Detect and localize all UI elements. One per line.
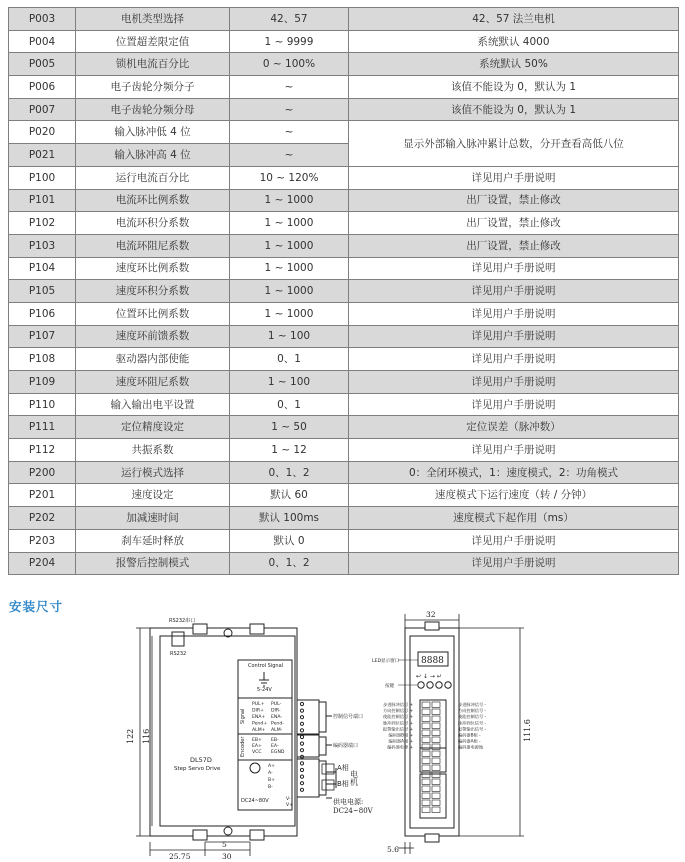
cell-code: P201 <box>9 484 76 507</box>
cell-desc: 速度模式下起作用（ms） <box>349 507 679 530</box>
cell-range: 1 ~ 100 <box>230 371 349 394</box>
cell-desc: 系统默认 4000 <box>349 30 679 53</box>
rs232-label: RS232 <box>170 651 187 657</box>
cell-name: 共振系数 <box>76 439 230 462</box>
cell-code: P204 <box>9 552 76 575</box>
cell-code: P100 <box>9 166 76 189</box>
pin-label: 步进脉冲信号 - <box>458 702 486 707</box>
pin-label: DIR- <box>271 708 281 714</box>
pin-label: 编码器电源 + <box>387 744 413 750</box>
cell-code: P106 <box>9 302 76 325</box>
pin-label: 脉冲到位信号 - <box>458 720 486 726</box>
mount-notch-top-right <box>250 624 264 634</box>
pin-label: Pend+ <box>252 721 268 727</box>
pin-label: PUL- <box>271 702 282 707</box>
section-title: 安装尺寸 <box>9 599 64 614</box>
dim-width-left: 25.75 <box>169 852 191 861</box>
cell-name: 电机类型选择 <box>76 8 230 31</box>
dim-width-small: 5 <box>222 840 227 849</box>
pin-label: VCC <box>252 750 262 755</box>
key-symbols: ↩ ↓ → ↵ <box>416 673 442 680</box>
cell-range: 1 ~ 9999 <box>230 30 349 53</box>
side-labels-right <box>458 701 486 751</box>
cell-name: 运行模式选择 <box>76 461 230 484</box>
callout-encoder: 编码器端口 <box>333 743 359 749</box>
pin-label: ALM- <box>271 728 283 733</box>
cell-desc: 详见用户手册说明 <box>349 529 679 552</box>
dim-height-outer: 122 <box>126 728 135 744</box>
cell-range: ~ <box>230 76 349 99</box>
cell-name: 电流环阻尼系数 <box>76 234 230 257</box>
cell-range: 10 ~ 120% <box>230 166 349 189</box>
pin-label: B+ <box>268 778 276 783</box>
cell-code: P108 <box>9 348 76 371</box>
mount-notch-top-left <box>193 624 207 634</box>
side-dim-top: 32 <box>426 610 436 619</box>
supply-value: DC24~80V <box>333 807 373 815</box>
cell-code: P109 <box>9 371 76 394</box>
dim-width-mid: 30 <box>222 852 232 861</box>
cell-code: P112 <box>9 439 76 462</box>
cell-desc: 0：全闭环模式，1：速度模式，2：功角模式 <box>349 461 679 484</box>
cell-range: 默认 60 <box>230 484 349 507</box>
model-label: DL57D <box>190 756 212 764</box>
pin-label: EB+ <box>252 738 262 743</box>
cell-desc: 系统默认 50% <box>349 53 679 76</box>
supply-label: 供电电源: <box>333 798 364 806</box>
cell-range: 1 ~ 50 <box>230 416 349 439</box>
cell-range: 1 ~ 1000 <box>230 234 349 257</box>
cell-desc: 定位误差（脉冲数） <box>349 416 679 439</box>
cell-code: P007 <box>9 98 76 121</box>
cell-name: 输入输出电平设置 <box>76 393 230 416</box>
pin-label: A- <box>268 771 273 776</box>
motor-label: 电机 <box>349 770 359 786</box>
cell-name: 加减速时间 <box>76 507 230 530</box>
side-connector-power <box>420 774 446 818</box>
cell-name: 电流环比例系数 <box>76 189 230 212</box>
pin-label: 编码器A相 - <box>458 738 481 744</box>
cell-range: 1 ~ 100 <box>230 325 349 348</box>
cell-name: 驱动器内部使能 <box>76 348 230 371</box>
cell-range: 1 ~ 1000 <box>230 212 349 235</box>
cell-name: 运行电流百分比 <box>76 166 230 189</box>
cell-desc: 详见用户手册说明 <box>349 439 679 462</box>
rs232-top-label: RS232串口 <box>169 618 196 624</box>
cell-code: P101 <box>9 189 76 212</box>
cell-range: 1 ~ 1000 <box>230 189 349 212</box>
cell-code: P105 <box>9 280 76 303</box>
cell-range: ~ <box>230 98 349 121</box>
cell-code: P203 <box>9 529 76 552</box>
cell-name: 电流环积分系数 <box>76 212 230 235</box>
cell-name: 电子齿轮分频分母 <box>76 98 230 121</box>
pin-label: EA- <box>271 744 279 749</box>
cell-code: P200 <box>9 461 76 484</box>
encoder-side-label: Encoder <box>240 736 246 757</box>
cell-name: 速度环阻尼系数 <box>76 371 230 394</box>
cell-range: 0、1 <box>230 393 349 416</box>
side-dim-height: 111.6 <box>523 719 532 742</box>
cell-code: P103 <box>9 234 76 257</box>
cell-name: 速度设定 <box>76 484 230 507</box>
cell-code: P107 <box>9 325 76 348</box>
cell-desc: 详见用户手册说明 <box>349 257 679 280</box>
pin-label: EGND <box>271 750 285 755</box>
cell-name: 位置环比例系数 <box>76 302 230 325</box>
cell-code: P006 <box>9 76 76 99</box>
pin-label: 使能控制信号 + <box>383 714 413 720</box>
cell-code: P003 <box>9 8 76 31</box>
cell-desc: 速度模式下运行速度（转 / 分钟） <box>349 484 679 507</box>
pin-label: 步进脉冲信号 + <box>383 702 413 707</box>
cell-desc: 出厂设置，禁止修改 <box>349 212 679 235</box>
cell-range: 0、1 <box>230 348 349 371</box>
cell-range: 0、1、2 <box>230 461 349 484</box>
pin-label: EB- <box>271 738 279 743</box>
cell-code: P020 <box>9 121 76 144</box>
led-digits: 8888 <box>421 656 444 666</box>
display-label: LED显示窗口 <box>372 659 400 664</box>
pin-label: B- <box>268 785 273 790</box>
cell-desc: 详见用户手册说明 <box>349 325 679 348</box>
cell-desc: 详见用户手册说明 <box>349 552 679 575</box>
pin-label: Pend- <box>271 721 284 727</box>
pin-label: 编码器B相 + <box>388 732 413 738</box>
mount-notch-bottom-right <box>250 830 264 840</box>
cell-code: P005 <box>9 53 76 76</box>
pin-label: 报警输出信号 - <box>458 726 486 732</box>
cell-desc: 显示外部输入脉冲累计总数，分开查看高低八位 <box>349 121 679 166</box>
pin-label: 编码器电源地 <box>458 744 484 750</box>
cell-desc: 该值不能设为 0，默认为 1 <box>349 76 679 99</box>
pin-label: 方向控制信号 - <box>458 708 486 714</box>
cell-name: 定位精度设定 <box>76 416 230 439</box>
power-pin-label: V+ <box>286 803 293 808</box>
cell-name: 速度环比例系数 <box>76 257 230 280</box>
pin-label: ENA- <box>271 715 283 720</box>
cell-desc: 详见用户手册说明 <box>349 280 679 303</box>
pin-label: EA+ <box>252 744 262 749</box>
pin-label: 使能控制信号 - <box>458 714 486 720</box>
power-pin-label: V- <box>286 797 291 802</box>
cell-range: 默认 100ms <box>230 507 349 530</box>
subtitle-label: Step Servo Drive <box>174 766 221 772</box>
phase-a-label: A相 <box>337 764 349 772</box>
cell-range: 42、57 <box>230 8 349 31</box>
pin-label: A+ <box>268 764 275 769</box>
cell-code: P111 <box>9 416 76 439</box>
cell-range: 默认 0 <box>230 529 349 552</box>
side-labels-left <box>383 701 413 751</box>
cell-range: 1 ~ 12 <box>230 439 349 462</box>
cell-desc: 42、57 法兰电机 <box>349 8 679 31</box>
cell-desc: 详见用户手册说明 <box>349 348 679 371</box>
cell-range: 1 ~ 1000 <box>230 257 349 280</box>
cell-range: ~ <box>230 144 349 167</box>
cell-code: P202 <box>9 507 76 530</box>
cell-name: 刹车延时释放 <box>76 529 230 552</box>
cell-name: 输入脉冲低 4 位 <box>76 121 230 144</box>
cell-desc: 详见用户手册说明 <box>349 393 679 416</box>
callout-control: 控制信号端口 <box>333 714 364 720</box>
pin-label: PUL+ <box>252 702 265 707</box>
signal-side-label: Signal <box>240 708 246 724</box>
cell-name: 速度环积分系数 <box>76 280 230 303</box>
dim-height-inner: 116 <box>142 728 151 744</box>
keys-label: 按键 <box>385 684 395 689</box>
cell-code: P102 <box>9 212 76 235</box>
mount-notch-bottom-left <box>193 830 207 840</box>
cell-desc: 详见用户手册说明 <box>349 371 679 394</box>
pin-label: 脉冲到位信号 + <box>383 720 413 726</box>
cell-name: 锁机电流百分比 <box>76 53 230 76</box>
cell-code: P110 <box>9 393 76 416</box>
cell-range: ~ <box>230 121 349 144</box>
cell-range: 1 ~ 1000 <box>230 280 349 303</box>
side-connector-encoder <box>420 748 446 772</box>
encoder-pins-left <box>252 737 262 755</box>
pin-label: 编码器A相 + <box>388 738 413 744</box>
pin-label: ALM+ <box>252 728 266 733</box>
cell-name: 电子齿轮分频分子 <box>76 76 230 99</box>
phase-b-label: B相 <box>337 780 349 788</box>
cell-range: 0 ~ 100% <box>230 53 349 76</box>
cell-range: 1 ~ 1000 <box>230 302 349 325</box>
pin-label: 编码器B相 - <box>458 732 481 738</box>
cell-code: P104 <box>9 257 76 280</box>
front-view <box>136 624 336 856</box>
cell-name: 输入脉冲高 4 位 <box>76 144 230 167</box>
cell-name: 位置超差限定值 <box>76 30 230 53</box>
cell-desc: 详见用户手册说明 <box>349 302 679 325</box>
side-dim-bottom: 5.6 <box>387 845 399 854</box>
voltage-label: 5-24V <box>257 687 272 693</box>
control-signal-label: Control Signal <box>248 663 284 669</box>
cell-desc: 出厂设置，禁止修改 <box>349 234 679 257</box>
cell-code: P021 <box>9 144 76 167</box>
pin-label: 方向控制信号 + <box>383 708 413 714</box>
cell-code: P004 <box>9 30 76 53</box>
pin-label: 报警输出信号 + <box>383 726 413 732</box>
cell-name: 报警后控制模式 <box>76 552 230 575</box>
cell-desc: 详见用户手册说明 <box>349 166 679 189</box>
cell-range: 0、1、2 <box>230 552 349 575</box>
cell-desc: 该值不能设为 0，默认为 1 <box>349 98 679 121</box>
power-spec-label: DC24~80V <box>241 798 269 804</box>
pin-label: ENA+ <box>252 715 266 720</box>
cell-desc: 出厂设置，禁止修改 <box>349 189 679 212</box>
cell-name: 速度环前馈系数 <box>76 325 230 348</box>
pin-label: DIR+ <box>252 708 264 714</box>
